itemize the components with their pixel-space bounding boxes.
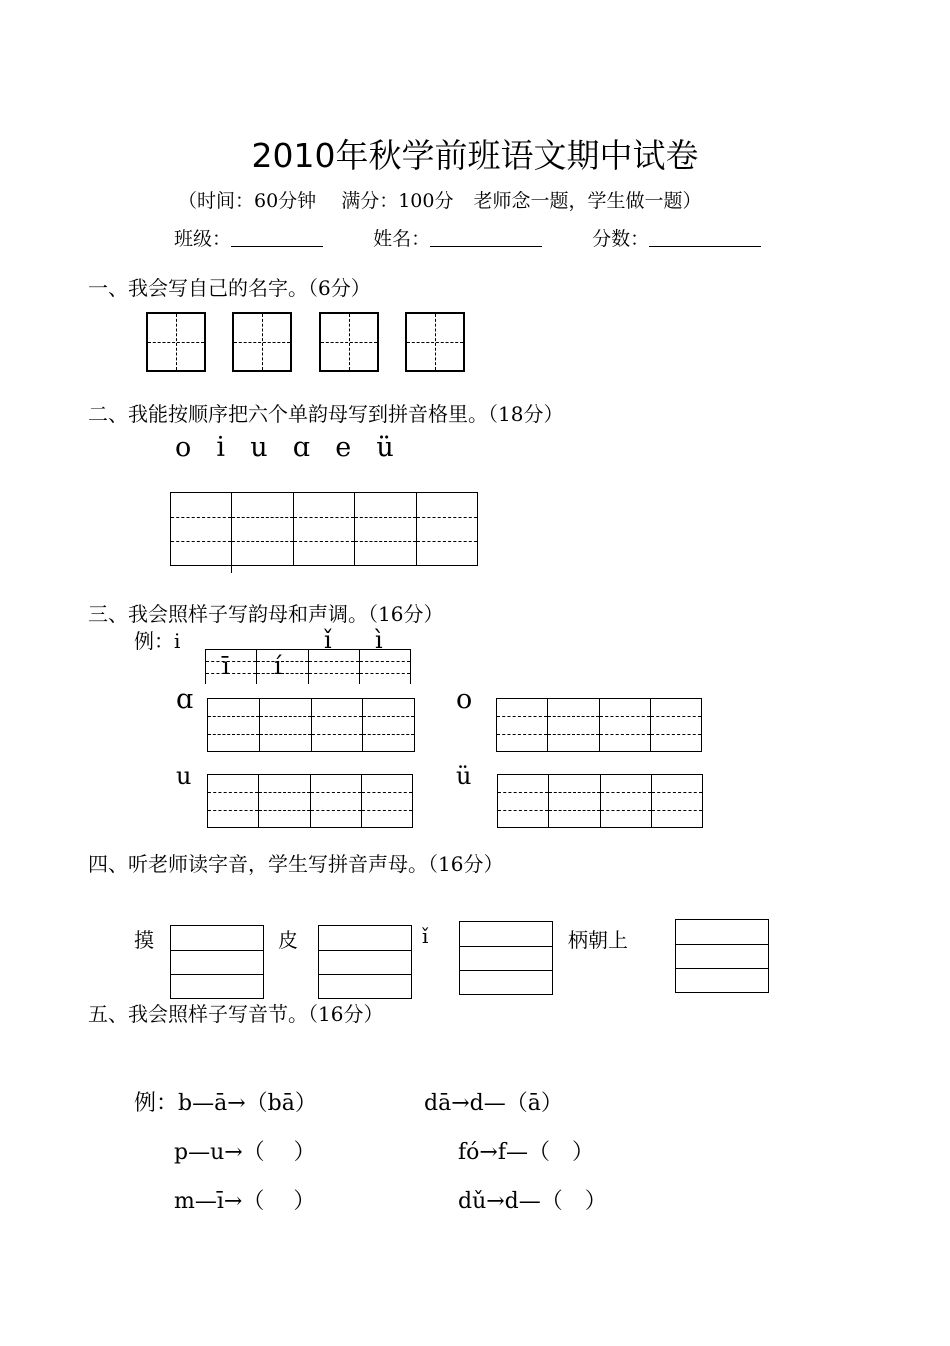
exam-time-score: （时间：60分钟 满分：100分: [178, 190, 454, 212]
page-title: 2010年秋学前班语文期中试卷: [251, 136, 699, 175]
example-tone-3: ǐ: [324, 626, 332, 654]
score-label: 分数：: [592, 228, 650, 250]
q3-vowel-v: ü: [456, 762, 472, 790]
initial-box-1[interactable]: [170, 925, 264, 999]
tone-grid-o[interactable]: [496, 698, 702, 752]
q5-item-4[interactable]: dǔ→d—（ ）: [458, 1189, 607, 1214]
name-box-3[interactable]: [319, 312, 379, 372]
class-blank[interactable]: [231, 228, 323, 247]
q5-title: 五、我会照样子写音节。（16分）: [88, 1002, 384, 1026]
grid-cell[interactable]: [171, 493, 231, 565]
initial-box-3[interactable]: [459, 921, 553, 995]
q5-item-1[interactable]: p—u→（ ）: [174, 1140, 316, 1165]
name-box-4[interactable]: [405, 312, 465, 372]
student-info-row: [174, 224, 761, 251]
pinyin-grid-q2[interactable]: [170, 492, 478, 566]
example-tone-4: ì: [375, 626, 383, 654]
tone-grid-u[interactable]: [207, 774, 413, 828]
q3-vowel-o: o: [456, 684, 473, 715]
q2-title: 二、我能按顺序把六个单韵母写到拼音格里。（18分）: [88, 402, 564, 426]
q5-item-3[interactable]: m—ī→（ ）: [174, 1189, 316, 1214]
q1-title: 一、我会写自己的名字。（6分）: [88, 276, 371, 300]
q3-vowel-a: ɑ: [176, 684, 194, 715]
class-label: 班级：: [174, 228, 232, 250]
grid-cell[interactable]: [354, 493, 415, 565]
name-box-2[interactable]: [232, 312, 292, 372]
example-tone-2: í: [274, 652, 282, 680]
example-tone-1: ī: [222, 652, 230, 680]
initial-box-4[interactable]: [675, 919, 769, 993]
q4-word-4: 柄朝上: [568, 928, 628, 952]
q4-word-3: ǐ: [422, 924, 429, 948]
vowel-letters: o i u ɑ e ü: [175, 432, 394, 463]
q4-title: 四、听老师读字音，学生写拼音声母。（16分）: [88, 852, 504, 876]
tone-grid-v[interactable]: [497, 774, 703, 828]
grid-cell[interactable]: [293, 493, 354, 565]
score-blank[interactable]: [649, 228, 761, 247]
name-box-1[interactable]: [146, 312, 206, 372]
q3-example-label: 例：i: [134, 629, 181, 653]
q5-example-2: dā→d—（ā）: [424, 1091, 563, 1116]
grid-cell[interactable]: [416, 493, 477, 565]
example-tone-grid: [205, 649, 411, 684]
exam-info: [178, 186, 702, 213]
grid-cell[interactable]: [231, 493, 292, 565]
q5-example-1: 例：b—ā→（bā）: [134, 1091, 317, 1116]
initial-box-2[interactable]: [318, 925, 412, 999]
name-label: 姓名：: [373, 228, 431, 250]
q3-vowel-u: u: [176, 762, 192, 790]
name-blank[interactable]: [430, 228, 542, 247]
q5-item-2[interactable]: fó→f—（ ）: [458, 1140, 594, 1165]
tone-grid-a[interactable]: [207, 698, 415, 752]
q3-title: 三、我会照样子写韵母和声调。（16分）: [88, 602, 444, 626]
grid-stray-line: [231, 497, 232, 573]
q4-word-2: 皮: [278, 928, 298, 952]
exam-note: 老师念一题，学生做一题）: [473, 190, 702, 212]
q4-word-1: 摸: [134, 928, 154, 952]
